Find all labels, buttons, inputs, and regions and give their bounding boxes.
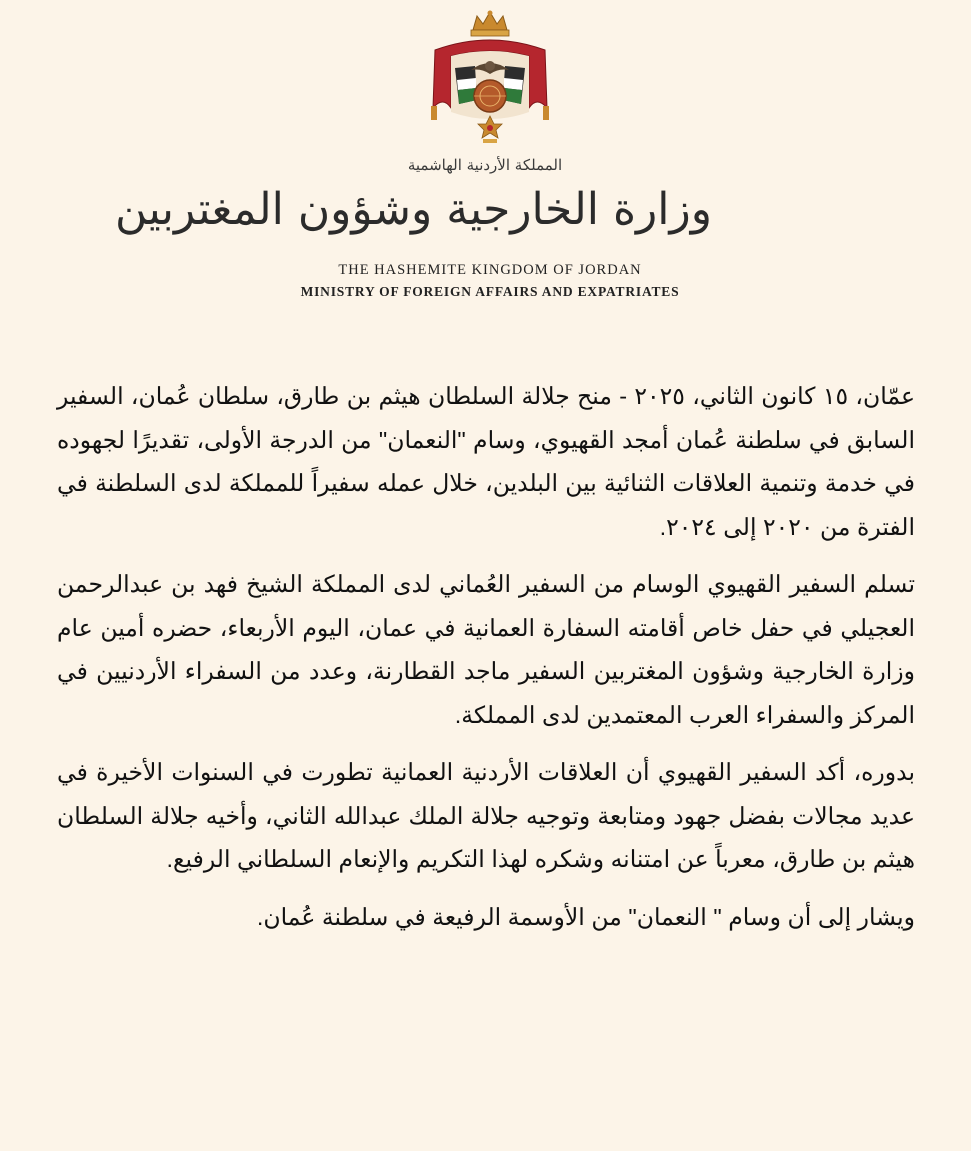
press-release-body xyxy=(57,375,915,953)
letterhead xyxy=(0,0,971,330)
paragraph-note: ويشار إلى أن وسام " النعمان" من الأوسمة الرفيعة في سلطنة عُمان. xyxy=(256,903,915,930)
ministry-name-english: MINISTRY OF FOREIGN AFFAIRS AND EXPATRIATES xyxy=(300,284,680,299)
paragraph-ceremony: تسلم السفير القهيوي الوسام من السفير العُماني لدى المملكة الشيخ فهد بن عبدالرحمن العجيلي في حفل خاص أقامته السفارة العمانية في عمان، اليوم الأربعاء، حضره أمين عام وزارة الخارجية وشؤون المغتربين السفير ماجد القطارنة، وعدد من السفراء الأردنيين في المركز والسفراء العرب المعتمدين لدى المملكة. xyxy=(57,571,915,728)
paragraph-statement: بدوره، أكد السفير القهيوي أن العلاقات الأردنية العمانية تطورت في السنوات الأخيرة في عديد مجالات بفضل جهود ومتابعة وتوجيه جلالة الملك عبدالله الثاني، وأخيه جلالة السلطان هيثم بن طارق، معرباً عن امتنانه وشكره لهذا التكريم والإنعام السلطاني الرفيع. xyxy=(57,759,915,872)
paragraph-dateline: عمّان، ١٥ كانون الثاني، ٢٠٢٥ - منح جلالة السلطان هيثم بن طارق، سلطان عُمان، السفير السابق في سلطنة عُمان أمجد القهيوي، وسام "النعمان" من الدرجة الأولى، تقديرًا لجهوده في خدمة وتنمية العلاقات الثنائية بين البلدين، خلال عمله سفيراً للمملكة لدى السلطنة في الفترة من ٢٠٢٠ إلى ٢٠٢٤. xyxy=(57,383,916,540)
kingdom-name-english: THE HASHEMITE KINGDOM OF JORDAN xyxy=(338,262,642,278)
kingdom-name-arabic: المملكة الأردنية الهاشمية xyxy=(407,156,563,174)
ministry-name-arabic: وزارة الخارجية وشؤون المغتربين xyxy=(114,184,712,235)
jordan-coat-of-arms-icon xyxy=(425,8,555,148)
